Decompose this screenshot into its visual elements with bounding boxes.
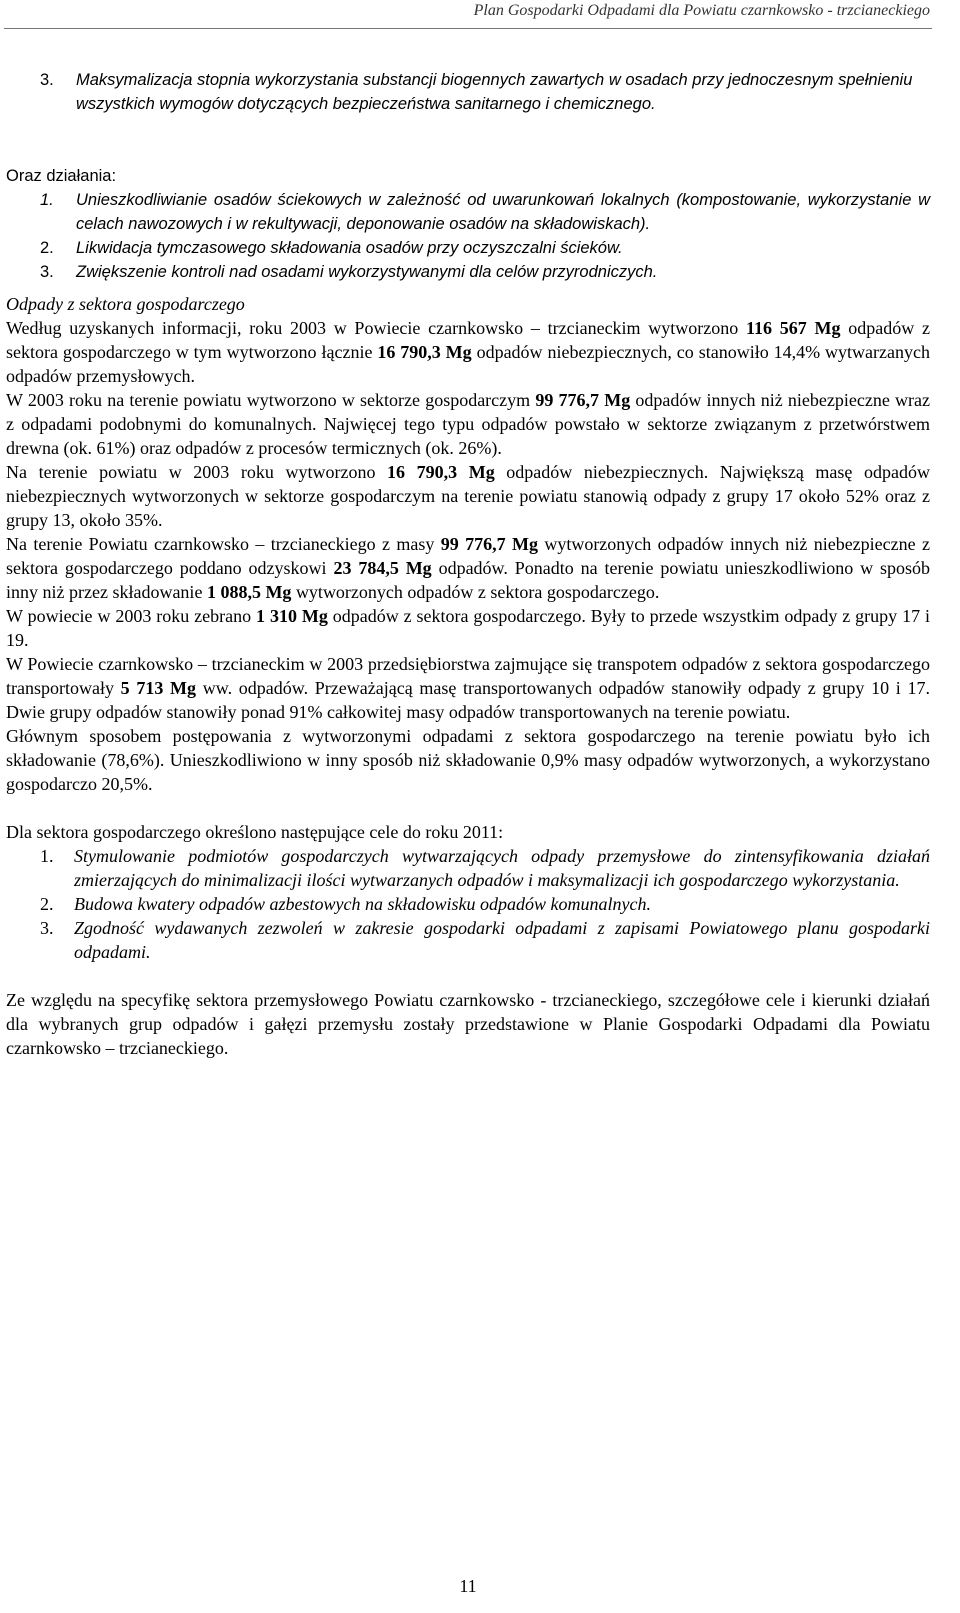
closing-paragraph: Ze względu na specyfikę sektora przemysłowego Powiatu czarnkowsko - trzcianeckiego, szczegółowe cele i kierunki działań dla wybranych grup odpadów i gałęzi przemysłu zostały przedstawione w Planie Gospodarki Odpadami dla Powiatu czarnkowsko – trzcianeckiego. <box>6 990 930 1058</box>
list-text: Unieszkodliwianie osadów ściekowych w zależność od uwarunkowań lokalnych (kompostowanie, wykorzystanie w celach nawozowych i w rekultywacji, deponowanie osadów na składowiskach). <box>76 191 930 233</box>
page-content <box>6 68 930 1060</box>
paragraph: Na terenie powiatu w 2003 roku wytworzono 16 790,3 Mg odpadów niebezpiecznych. Największą masę odpadów niebezpiecznych wytworzonych w sektorze gospodarczym na terenie powiatu stanowią odpady z grupy 17 około 52% oraz z grupy 13, około 35%. <box>6 462 930 530</box>
list-text: Maksymalizacja stopnia wykorzystania substancji biogennych zawartych w osadach przy jednoczesnym spełnieniu wszystkich wymogów dotyczących bezpieczeństwa sanitarnego i chemicznego. <box>76 71 913 113</box>
paragraph: Głównym sposobem postępowania z wytworzonymi odpadami z sektora gospodarczego na terenie powiatu było ich składowanie (78,6%). Unieszkodliwiono w inny sposób niż składowanie 0,9% masy odpadów wytworzonych, a wykorzystano gospodarczo 20,5%. <box>6 726 930 794</box>
actions-heading: Oraz działania: <box>6 167 117 185</box>
list-number: 1. <box>40 191 54 209</box>
list-item <box>6 892 930 916</box>
list-item <box>6 68 930 116</box>
list-number: 1. <box>40 846 54 866</box>
list-text: Budowa kwatery odpadów azbestowych na składowisku odpadów komunalnych. <box>74 894 651 914</box>
list-item <box>6 916 930 964</box>
list-number: 2. <box>40 239 54 257</box>
list-number: 3. <box>40 71 54 89</box>
list-text: Zgodność wydawanych zezwoleń w zakresie gospodarki odpadami z zapisami Powiatowego planu gospodarki odpadami. <box>74 918 930 962</box>
list-text: Zwiększenie kontroli nad osadami wykorzystywanymi dla celów przyrodniczych. <box>76 263 658 281</box>
paragraph: W powiecie w 2003 roku zebrano 1 310 Mg odpadów z sektora gospodarczego. Były to przede wszystkim odpady z grupy 17 i 19. <box>6 606 930 650</box>
section-title: Odpady z sektora gospodarczego <box>6 294 245 314</box>
list-text: Stymulowanie podmiotów gospodarczych wytwarzających odpady przemysłowe do zintensyfikowania działań zmierzających do minimalizacji ilości wytwarzanych odpadów i maksymalizacji ich gospodarczego wykorzystania. <box>74 846 930 890</box>
list-number: 3. <box>40 263 54 281</box>
paragraph: Na terenie Powiatu czarnkowsko – trzcianeckiego z masy 99 776,7 Mg wytworzonych odpadów innych niż niebezpieczne z sektora gospodarczego poddano odzyskowi 23 784,5 Mg odpadów. Ponadto na terenie powiatu unieszkodliwiono w sposób inny niż przez składowanie 1 088,5 Mg wytworzonych odpadów z sektora gospodarczego. <box>6 534 930 602</box>
running-header: Plan Gospodarki Odpadami dla Powiatu czarnkowsko - trzcianeckiego <box>473 2 930 19</box>
list-item <box>6 236 930 260</box>
list-number: 2. <box>40 894 54 914</box>
list-text: Likwidacja tymczasowego składowania osadów przy oczyszczalni ścieków. <box>76 239 623 257</box>
page-number: 11 <box>459 1576 477 1596</box>
list-number: 3. <box>40 918 54 938</box>
paragraph: W Powiecie czarnkowsko – trzcianeckim w 2003 przedsiębiorstwa zajmujące się transpotem odpadów z sektora gospodarczego transportowały 5 713 Mg ww. odpadów. Przeważającą masę transportowanych odpadów stanowiły odpady z grupy 10 i 17. Dwie grupy odpadów stanowiły ponad 91% całkowitej masy odpadów transportowanych na terenie powiatu. <box>6 654 930 722</box>
list-item <box>6 844 930 892</box>
header-rule <box>4 28 932 29</box>
list-item <box>6 188 930 236</box>
paragraph: Według uzyskanych informacji, roku 2003 w Powiecie czarnkowsko – trzcianeckim wytworzono 116 567 Mg odpadów z sektora gospodarczego w tym wytworzono łącznie 16 790,3 Mg odpadów niebezpiecznych, co stanowiło 14,4% wytwarzanych odpadów przemysłowych. <box>6 318 930 386</box>
paragraph: W 2003 roku na terenie powiatu wytworzono w sektorze gospodarczym 99 776,7 Mg odpadów innych niż niebezpieczne wraz z odpadami podobnymi do komunalnych. Najwięcej tego typu odpadów powstało w sektorze związanym z przetwórstwem drewna (ok. 61%) oraz odpadów z procesów termicznych (ok. 26%). <box>6 390 930 458</box>
list-item <box>6 260 930 284</box>
goals-intro: Dla sektora gospodarczego określono następujące cele do roku 2011: <box>6 822 504 842</box>
